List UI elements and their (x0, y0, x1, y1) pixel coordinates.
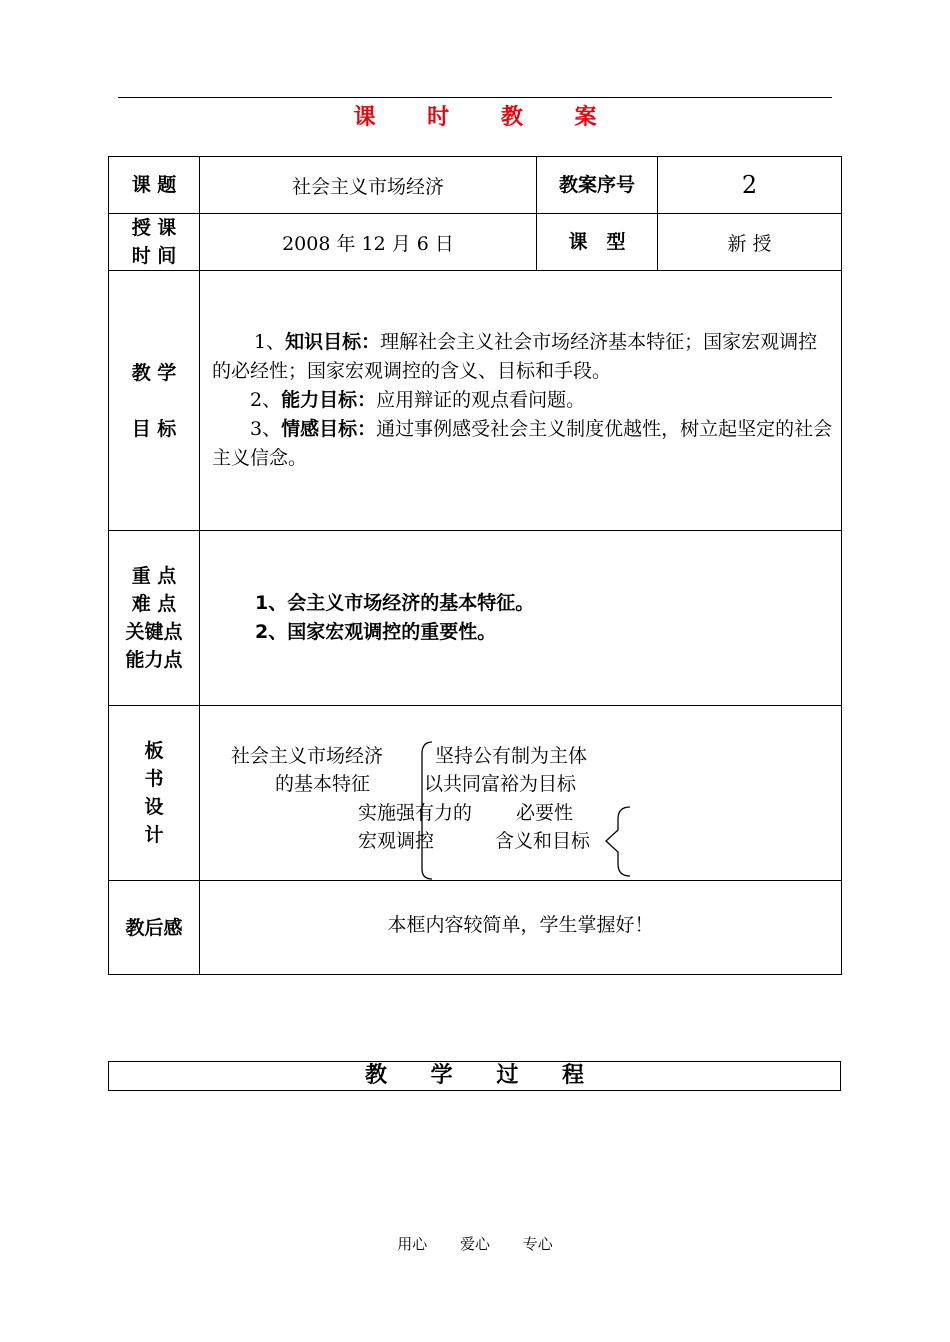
keys-label: 重 点 难 点 关键点 能力点 (109, 531, 200, 706)
goals-content (200, 271, 842, 531)
date-value: 2008 年 12 月 6 日 (200, 214, 537, 271)
board-right-line-2: 以共同富裕为目标 (424, 773, 577, 795)
time-label (109, 214, 200, 271)
goal-item: 3、情感目标：通过事例感受社会主义制度优越性，树立起坚定的社会主义信念。 (212, 418, 833, 469)
footer-item: 爱心 (459, 1235, 490, 1253)
footer-item: 用心 (397, 1235, 428, 1253)
sequence-label: 教案序号 (537, 157, 658, 214)
key-item: 2、国家宏观调控的重要性。 (255, 621, 497, 643)
board-left-line-2: 的基本特征 (275, 773, 371, 795)
process-header: 教 学 过 程 (108, 1061, 841, 1091)
footer-item: 专心 (522, 1235, 553, 1253)
page-footer (0, 1233, 950, 1254)
header-rule (118, 97, 832, 98)
type-value: 新 授 (658, 214, 842, 271)
time-label-line-1: 授 课 (131, 217, 177, 239)
reflection-row (109, 881, 842, 975)
goal-item: 1、知识目标：理解社会主义社会市场经济基本特征；国家宏观调控的必经性；国家宏观调控的含义、目标和手段。 (212, 331, 818, 382)
goal-item: 2、能力目标：应用辩证的观点看问题。 (250, 389, 586, 411)
page-title: 课 时 教 案 (353, 105, 619, 130)
board-mid-line-1: 实施强有力的 (358, 802, 473, 824)
reflection-text: 本框内容较简单，学生掌握好！ (200, 881, 842, 975)
board-design (200, 706, 842, 881)
board-right-line-4: 含义和目标 (495, 830, 591, 852)
goals-label-line-1: 教 学 (131, 361, 177, 384)
board-mid-line-2: 宏观调控 (358, 830, 435, 852)
lesson-plan-table (108, 156, 842, 975)
topic-label: 课 题 (109, 157, 200, 214)
topic-row (109, 157, 842, 214)
time-row (109, 214, 842, 271)
goals-label-line-2: 目 标 (131, 417, 177, 440)
reflection-label: 教后感 (109, 881, 200, 975)
key-item: 1、会主义市场经济的基本特征。 (255, 592, 535, 614)
type-label: 课 型 (537, 214, 658, 271)
board-right-line-1: 坚持公有制为主体 (435, 745, 588, 767)
right-brace (606, 807, 630, 876)
board-left-line-1: 社会主义市场经济 (231, 745, 384, 767)
goals-row (109, 271, 842, 531)
board-row (109, 706, 842, 881)
keys-row (109, 531, 842, 706)
topic-value: 社会主义市场经济 (200, 157, 537, 214)
keys-content (200, 531, 842, 706)
goals-label (109, 271, 200, 531)
time-label-line-2: 时 间 (131, 245, 177, 267)
board-right-line-3: 必要性 (516, 802, 574, 824)
board-label: 板 书 设 计 (109, 706, 200, 881)
sequence-value: 2 (658, 157, 842, 214)
